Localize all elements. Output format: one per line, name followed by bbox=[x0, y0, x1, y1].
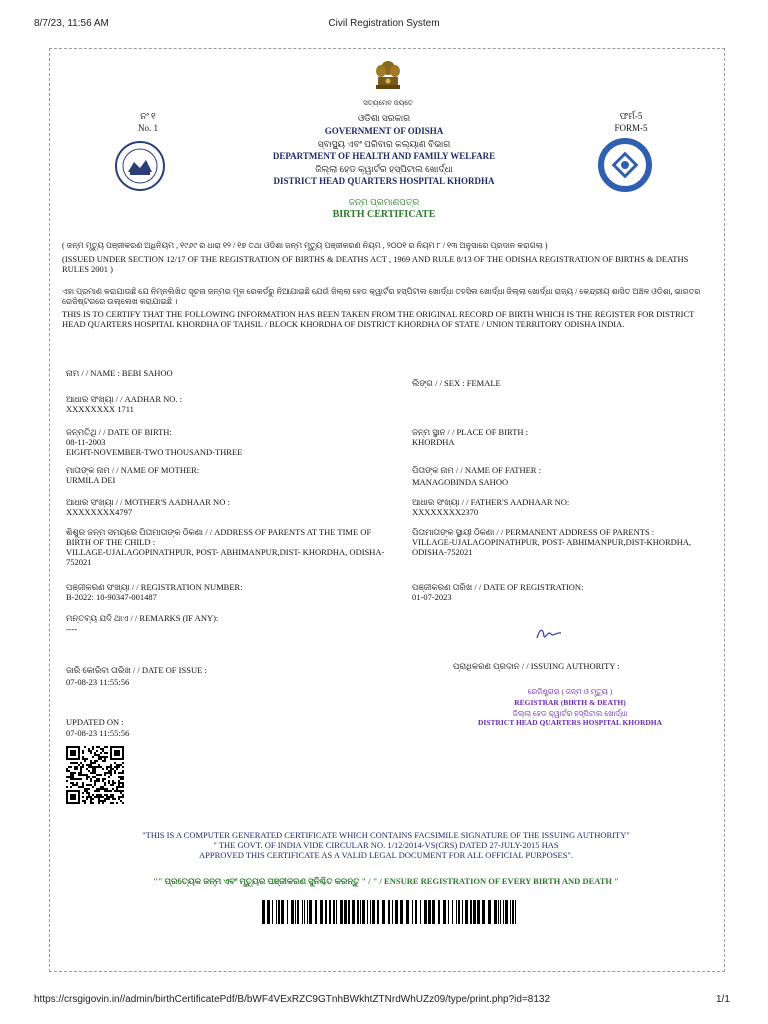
remarks-value: ---- bbox=[66, 624, 78, 634]
address-at-birth-label: ଶିଶୁର ଜନ୍ମ ସମୟରେ ପିତାମାତାଙ୍କ ଠିକଣା / / ADDRESS OF PARENTS AT THE TIME OF BIRTH OF THE CHILD : bbox=[66, 527, 372, 547]
certificate-title: BIRTH CERTIFICATE bbox=[332, 209, 436, 220]
circular-note-line2: APPROVED THIS CERTIFICATE AS A VALID LEGAL DOCUMENT FOR ALL OFFICIAL PURPOSES". bbox=[198, 850, 574, 860]
authority-hospital-odia: ଜିଲ୍ଲା ହେଡ କ୍ୱାର୍ଟର ହସ୍ପିଟାଲ ଖୋର୍ଦ୍ଧା bbox=[512, 709, 628, 718]
registration-date-label: ପଞ୍ଜୀକରଣ ତାରିଖ / / DATE OF REGISTRATION: bbox=[412, 582, 584, 592]
issuing-authority-label: ପ୍ରାଧିକରଣ ପ୍ରଦାନ / / ISSUING AUTHORITY : bbox=[453, 661, 620, 671]
remarks-label: ମନ୍ତବ୍ୟ ଯଦି ଥାଏ / / REMARKS (IF ANY): bbox=[66, 613, 219, 623]
issued-under-odia: ( ଜନ୍ମ ମୃତ୍ୟୁ ପଞ୍ଜୀକରଣ ଅଧିନିୟମ , ୧୯୬୯ ର ଧାରା ୧୨ / ୧୭ ତଥା ଓଡିଶା ଜନ୍ମ ମୃତ୍ୟୁ ପଞ୍ଜୀକରଣ ନିୟମ , ୨୦୦୧ ର ନିୟମ ୮ / ୧୩ ଅନୁସାରେ ପ୍ରଦାନ କରାଗଲା ) bbox=[62, 241, 548, 250]
print-page-count: 1/1 bbox=[716, 994, 730, 1005]
dob-words: EIGHT-NOVEMBER-TWO THOUSAND-THREE bbox=[66, 447, 243, 457]
authority-odia: ରେଜିଷ୍ଟ୍ରାର ( ଜନ୍ମ ଓ ମୃତ୍ୟୁ ) bbox=[527, 687, 613, 696]
certify-odia: ଏହା ପ୍ରମାଣ କରାଯାଉଛି ଯେ ନିମ୍ନଲିଖିତ ସୂଚନା ଜନ୍ମର ମୂଳ ରେକର୍ଡରୁ ନିଆଯାଇଛି ଯେଉଁ ଜିଲ୍ଲା ହେଡ କ୍ୱାର୍ଟର ହସ୍ପିଟାଲ ଖୋର୍ଦ୍ଧା ତହସିଲ ଖୋର୍ଦ୍ଧା ଜିଲ୍ଲା ଖୋର୍ଦ୍ଧା ରାଜ୍ୟ / କେନ୍ଦ୍ରୀୟ ଶାସିତ ଅଞ୍ଚଳ ଓଡିଶା, ଭାରତର ରେଜିଷ୍ଟରରେ ଉଲ୍ଲେଖ କରାଯାଇଛି । bbox=[62, 287, 701, 306]
permanent-address-value: VILLAGE-UJALAGOPINATHPUR, POST- ABHIMANPUR,DIST-KHORDHA, ODISHA-752021 bbox=[412, 537, 692, 557]
crs-logo-icon bbox=[597, 138, 653, 192]
father-name-label: ପିତାଙ୍କ ନାମ / / NAME OF FATHER : bbox=[412, 465, 541, 475]
dept-odia: ସ୍ବାସ୍ଥ୍ୟ ଏବଂ ପରିବାର କଲ୍ୟାଣ ବିଭାଗ bbox=[317, 139, 451, 149]
emblem-motto: ସତ୍ୟମେବ ଜୟତେ bbox=[363, 99, 413, 107]
registration-date-value: 01-07-2023 bbox=[412, 592, 452, 602]
number-odia: ନଂ ୧ bbox=[140, 111, 156, 121]
form-label: FORM-5 bbox=[614, 123, 648, 133]
form-odia: ଫର୍ମ-5 bbox=[619, 111, 643, 121]
mother-aadhaar-value: XXXXXXXX4797 bbox=[66, 507, 133, 517]
print-datetime: 8/7/23, 11:56 AM bbox=[34, 18, 109, 29]
registration-number-label: ପଞ୍ଜୀକରଣ ସଂଖ୍ୟା / / REGISTRATION NUMBER: bbox=[66, 582, 243, 592]
govt-name: GOVERNMENT OF ODISHA bbox=[324, 126, 444, 136]
mother-name-value: URMILA DEI bbox=[66, 475, 116, 485]
aadhar-label: ଆଧାର ସଂଖ୍ୟା / / AADHAR NO. : bbox=[66, 394, 182, 404]
updated-on-value: 07-08-23 11:55:56 bbox=[66, 728, 130, 738]
father-name-value: MANAGOBINDA SAHOO bbox=[412, 477, 509, 487]
barcode bbox=[262, 900, 520, 924]
issue-date-value: 07-08-23 11:55:56 bbox=[66, 677, 130, 687]
dob-value: 08-11-2003 bbox=[66, 437, 106, 447]
certify-text: THIS IS TO CERTIFY THAT THE FOLLOWING INFORMATION HAS BEEN TAKEN FROM THE ORIGINAL RECORD OF BIRTH WHICH IS THE REGISTER FOR DISTRICT HEAD QUARTERS HOSPITAL KHORDHA OF TAHSIL / BLOCK KHORDHA OF DISTRICT KHORDHA OF STATE / UNION TERRITORY ODISHA INDIA. bbox=[62, 309, 695, 329]
odisha-seal-icon bbox=[114, 140, 166, 192]
registration-slogan: "" ପ୍ରତ୍ୟେକ ଜନ୍ମ ଏବଂ ମୃତ୍ୟୁର ପଞ୍ଜୀକରଣ ସୁନିଶ୍ଚିତ କରନ୍ତୁ " / " / ENSURE REGISTRATION OF EVERY BIRTH AND DEATH " bbox=[153, 876, 619, 886]
father-aadhaar-value: XXXXXXXX2370 bbox=[412, 507, 479, 517]
place-of-birth-label: ଜନ୍ମ ସ୍ଥାନ / / PLACE OF BIRTH : bbox=[412, 427, 529, 437]
issue-date-label: ଜାରି କୋରିବା ତାରିଖ / / DATE OF ISSUE : bbox=[66, 665, 207, 675]
aadhar-value: XXXXXXXX 1711 bbox=[66, 404, 134, 414]
qr-code bbox=[66, 746, 124, 804]
number-label: No. 1 bbox=[138, 123, 158, 133]
authority-title: REGISTRAR (BIRTH & DEATH) bbox=[514, 698, 626, 707]
hospital-odia: ଜିଲ୍ଲା ହେଡ କ୍ୱାର୍ଟର ହସ୍ପିଟାଲ ଖୋର୍ଦ୍ଧା bbox=[315, 164, 453, 174]
issued-under-text: (ISSUED UNDER SECTION 12/17 OF THE REGISTRATION OF BIRTHS & DEATHS ACT , 1969 AND RULE 8/13 OF THE ODISHA REGISTRATION OF BIRTHS & DEATHS RULES 2001 ) bbox=[62, 254, 689, 274]
dept-name: DEPARTMENT OF HEALTH AND FAMILY WELFARE bbox=[272, 151, 496, 161]
computer-generated-note: "THIS IS A COMPUTER GENERATED CERTIFICATE WHICH CONTAINS FACSIMILE SIGNATURE OF THE ISSUING AUTHORITY" bbox=[142, 830, 630, 840]
national-emblem-icon bbox=[370, 58, 406, 98]
child-name: ନାମ / / NAME : BEBI SAHOO bbox=[66, 368, 173, 378]
mother-name-label: ମାତାଙ୍କ ନାମ / / NAME OF MOTHER: bbox=[66, 465, 200, 475]
updated-on-label: UPDATED ON : bbox=[66, 717, 124, 727]
authority-hospital: DISTRICT HEAD QUARTERS HOSPITAL KHORDHA bbox=[477, 718, 663, 727]
dob-label: ଜନ୍ମତିଥି / / DATE OF BIRTH: bbox=[66, 427, 172, 437]
signature-icon bbox=[534, 624, 564, 644]
hospital-name: DISTRICT HEAD QUARTERS HOSPITAL KHORDHA bbox=[273, 176, 495, 186]
place-of-birth-value: KHORDHA bbox=[412, 437, 455, 447]
govt-odia: ଓଡିଶା ସରକାର bbox=[357, 113, 411, 123]
certificate-odia: ଜନ୍ମ ପ୍ରମାଣପତ୍ର bbox=[348, 197, 420, 207]
address-at-birth-value: VILLAGE-UJALAGOPINATHPUR, POST- ABHIMANPUR,DIST- KHORDHA, ODISHA-752021 bbox=[66, 547, 385, 567]
sex: ଲିଙ୍ଗ / / SEX : FEMALE bbox=[412, 378, 501, 388]
father-aadhaar-label: ଆଧାର ସଂଖ୍ୟା / / FATHER'S AADHAAR NO: bbox=[412, 497, 570, 507]
print-url: https://crsgigovin.in//admin/birthCertificatePdf/B/bWF4VExRZC9GTnhBWkhtZTNrdWhUZz09/type/print.php?id=8132 bbox=[34, 994, 551, 1005]
registration-number-value: B-2022: 10-90347-001487 bbox=[66, 592, 157, 602]
circular-note-line1: " THE GOVT. OF INDIA VIDE CIRCULAR NO. 1/12/2014-VS(CRS) DATED 27-JULY-2015 HAS bbox=[213, 840, 559, 850]
print-page-title: Civil Registration System bbox=[328, 18, 440, 29]
mother-aadhaar-label: ଆଧାର ସଂଖ୍ୟା / / MOTHER'S AADHAAR NO : bbox=[66, 497, 230, 507]
permanent-address-label: ପିତାମାତାଙ୍କ ସ୍ଥାୟୀ ଠିକଣା / / PERMANENT ADDRESS OF PARENTS : bbox=[412, 527, 655, 537]
